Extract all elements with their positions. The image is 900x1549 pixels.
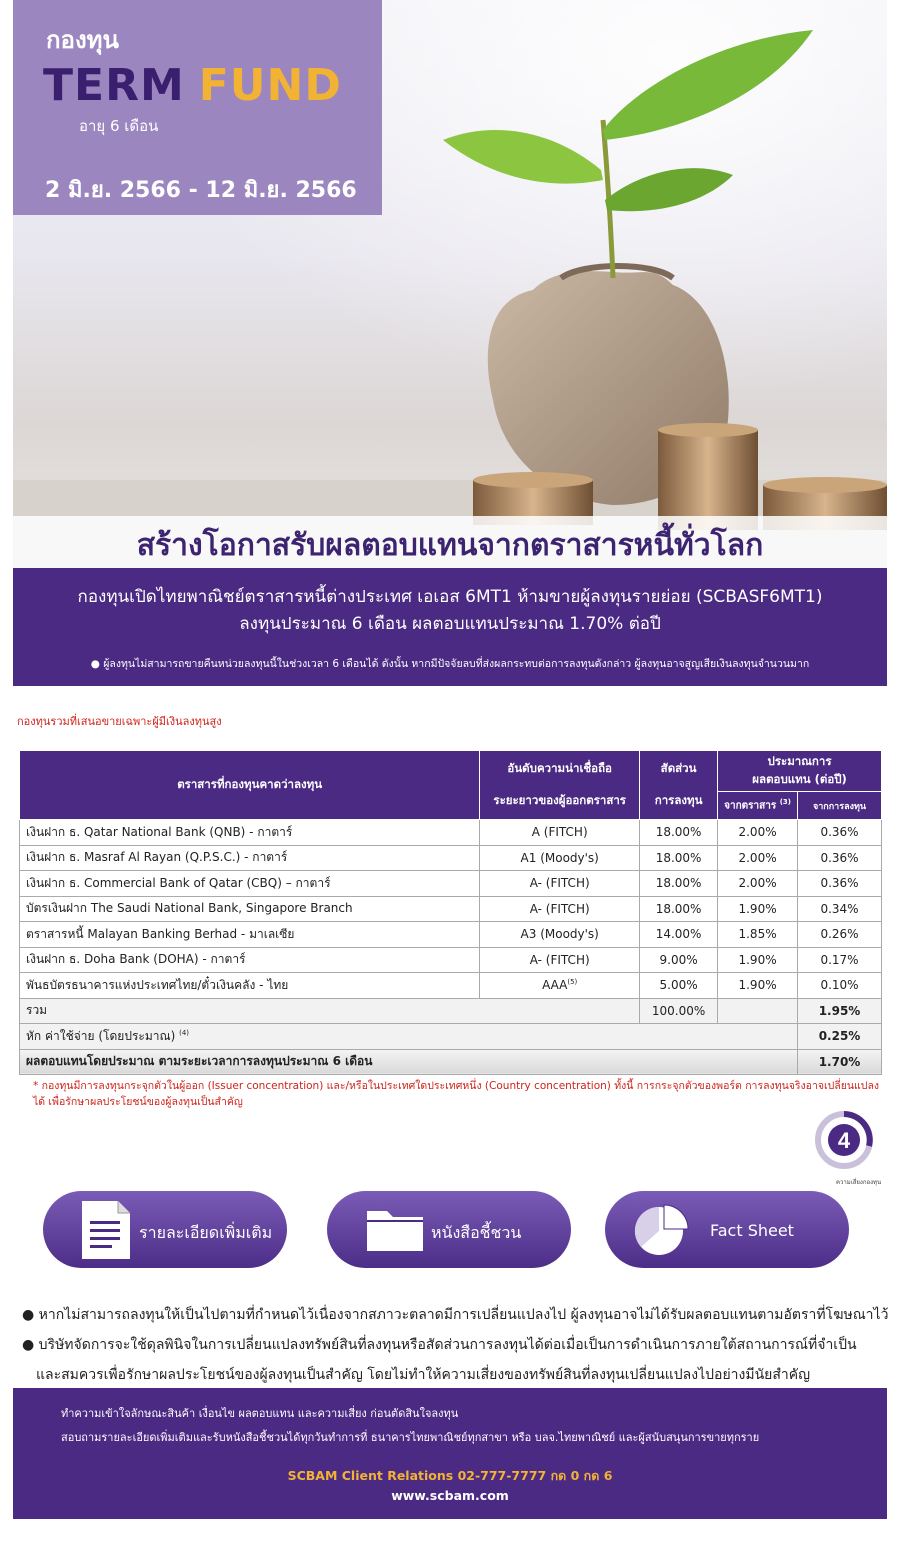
bullet-2: ● บริษัทจัดการจะใช้ดุลพินิจในการเปลี่ยนแปลงทรัพย์สินที่ลงทุนหรือสัดส่วนการลงทุนได้ต่อเมื่อเป็นการดำเนินการภายใต้สถานการณ์ที่จำเป็น [22, 1337, 857, 1353]
prospectus-button-label: หนังสือชี้ชวน [431, 1223, 522, 1242]
term-word: TERM [43, 60, 185, 111]
offering-dates: 2 มิ.ย. 2566 - 12 มิ.ย. 2566 [45, 178, 357, 203]
table-row: เงินฝาก ธ. Doha Bank (DOHA) - กาตาร์ A- (FITCH) 9.00% 1.90% 0.17% [20, 947, 882, 973]
fund-title-box [13, 0, 382, 215]
fund-word: FUND [198, 60, 342, 111]
disclaimer-bullets [22, 1300, 892, 1390]
risk-caption: ความเสี่ยงกองทุน [836, 1179, 882, 1186]
header-return: ประมาณการ ผลตอบแทน (ต่อปี) [718, 751, 882, 792]
portfolio-table [19, 750, 882, 1075]
details-button[interactable] [43, 1191, 287, 1268]
footer-contact-info: สอบถามรายละเอียดเพิ่มเติมและรับหนังสือชี้ชวนได้ทุกวันทำการที่ ธนาคารไทยพาณิชย์ทุกสาขา หรือ บลจ.ไทยพาณิชย์ และผู้สนับสนุนการขายทุกราย [61, 1431, 760, 1444]
table-row: เงินฝาก ธ. Qatar National Bank (QNB) - กาตาร์ A (FITCH) 18.00% 2.00% 0.36% [20, 820, 882, 846]
header-instrument: ตราสารที่กองทุนคาดว่าลงทุน [20, 751, 480, 820]
net-return-row: ผลตอบแทนโดยประมาณ ตามระยะเวลาการลงทุนประมาณ 6 เดือน 1.70% [20, 1049, 882, 1075]
redemption-warning: ● ผู้ลงทุนไม่สามารถขายคืนหน่วยลงทุนนี้ในช่วงเวลา 6 เดือนได้ ดังนั้น หากมีปัจจัยลบที่ส่งผลกระทบต่อการลงทุนดังกล่าว ผู้ลงทุนอาจสูญเสียเงินลงทุนจำนวนมาก [90, 658, 810, 670]
footer-advice: ทำความเข้าใจลักษณะสินค้า เงื่อนไข ผลตอบแทน และความเสี่ยง ก่อนตัดสินใจลงทุน [61, 1407, 459, 1420]
table-row: พันธบัตรธนาคารแห่งประเทศไทย/ตั๋วเงินคลัง - ไทย AAA$^{(5)}$ 5.00% 1.90% 0.10% [20, 973, 882, 999]
website-link[interactable]: www.scbam.com [391, 1488, 509, 1503]
risk-level-number: 4 [837, 1128, 851, 1153]
fund-age: อายุ 6 เดือน [79, 117, 159, 135]
table-row: เงินฝาก ธ. Masraf Al Rayan (Q.P.S.C.) - กาตาร์ A1 (Moody's) 18.00% 2.00% 0.36% [20, 845, 882, 871]
table-row: ตราสารหนี้ Malayan Banking Berhad - มาเลเซีย A3 (Moody's) 14.00% 1.85% 0.26% [20, 922, 882, 948]
headline: สร้างโอกาสรับผลตอบแทนจากตราสารหนี้ทั่วโลก [136, 528, 764, 563]
fund-full-name: กองทุนเปิดไทยพาณิชย์ตราสารหนี้ต่างประเทศ เอเอส 6MT1 ห้ามขายผู้ลงทุนรายย่อย (SCBASF6MT1) [77, 587, 823, 607]
header-from-instrument: จากตราสาร $^{(3)}$ [718, 792, 798, 820]
fund-title-prefix: กองทุน [46, 26, 119, 54]
header-ratio: สัดส่วน การลงทุน [640, 751, 718, 820]
factsheet-button-label: Fact Sheet [710, 1221, 794, 1240]
bullet-1: ● หากไม่สามารถลงทุนให้เป็นไปตามที่กำหนดไว้เนื่องจากสภาวะตลาดมีการเปลี่ยนแปลงไป ผู้ลงทุนอาจไม่ได้รับผลตอบแทนตามอัตราที่โฆษณาไว้ [22, 1307, 889, 1323]
bullet-2-cont: และสมควรเพื่อรักษาผลประโยชน์ของผู้ลงทุนเป็นสำคัญ โดยไม่ทำให้ความเสี่ยงของทรัพย์สินที่ลงทุนเปลี่ยนแปลงไปอย่างมีนัยสำคัญ [36, 1367, 811, 1383]
table-row: เงินฝาก ธ. Commercial Bank of Qatar (CBQ) – กาตาร์ A- (FITCH) 18.00% 2.00% 0.36% [20, 871, 882, 897]
header-from-investment: จากการลงทุน [798, 792, 882, 820]
risk-level-icon [814, 1110, 874, 1176]
fund-name [43, 60, 342, 111]
prospectus-button[interactable] [327, 1191, 571, 1268]
header-rating: อันดับความน่าเชื่อถือ ระยะยาวของผู้ออกตราสาร [480, 751, 640, 820]
expense-row: หัก ค่าใช้จ่าย (โดยประมาณ) $^{(4)}$ 0.25% [20, 1024, 882, 1050]
table-row: บัตรเงินฝาก The Saudi National Bank, Singapore Branch A- (FITCH) 18.00% 1.90% 0.34% [20, 896, 882, 922]
high-net-worth-note: กองทุนรวมที่เสนอขายเฉพาะผู้มีเงินลงทุนสูง [17, 715, 222, 728]
pie-chart-icon [631, 1201, 691, 1259]
folder-icon [365, 1205, 427, 1253]
total-row: รวม 100.00% 1.95% [20, 998, 882, 1024]
fund-info-band [13, 568, 887, 686]
client-relations-phone[interactable]: SCBAM Client Relations 02-777-7777 กด 0 กด 6 [287, 1468, 613, 1483]
document-icon [78, 1199, 132, 1261]
details-button-label: รายละเอียดเพิ่มเติม [139, 1223, 273, 1242]
factsheet-button[interactable] [605, 1191, 849, 1268]
footer [13, 1388, 887, 1519]
fund-return-summary: ลงทุนประมาณ 6 เดือน ผลตอบแทนประมาณ 1.70% ต่อปี [239, 614, 661, 634]
concentration-footnote: * กองทุนมีการลงทุนกระจุกตัวในผู้ออก (Issuer concentration) และ/หรือในประเทศใดประเทศหนึ่ง (Country concentration) ทั้งนี้ การกระจุกตัวของพอร์ต การลงทุนจริงอาจเปลี่ยนแปลงได้ เพื่อรักษาผลประโยชน์ของผู้ลงทุนเป็นสำคัญ [33, 1080, 880, 1108]
